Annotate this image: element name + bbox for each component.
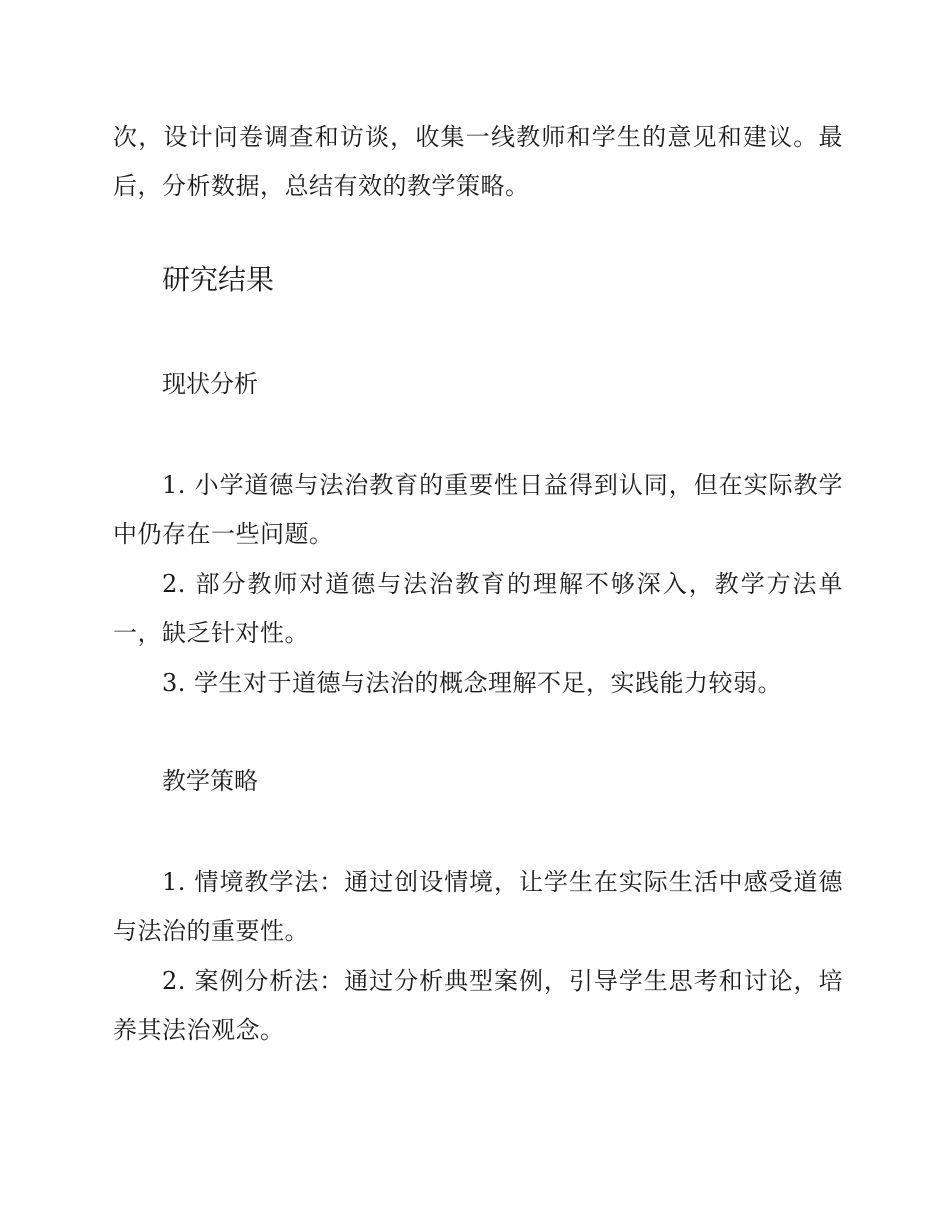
- teaching-strategy-item-1: 1. 情境教学法：通过创设情境，让学生在实际生活中感受道德与法治的重要性。: [113, 868, 843, 945]
- subsection-heading-status-analysis: 现状分析: [162, 370, 258, 398]
- status-analysis-item-1: 1. 小学道德与法治教育的重要性日益得到认同，但在实际教学中仍存在一些问题。: [113, 471, 843, 548]
- section-heading-results: 研究结果: [162, 263, 275, 296]
- intro-paragraph: 次，设计问卷调查和访谈，收集一线教师和学生的意见和建议。最后，分析数据，总结有效的教学策略。: [113, 123, 843, 200]
- status-analysis-item-3: 3. 学生对于道德与法治的概念理解不足，实践能力较弱。: [162, 669, 783, 697]
- teaching-strategy-item-2: 2. 案例分析法：通过分析典型案例，引导学生思考和讨论，培养其法治观念。: [113, 967, 843, 1044]
- status-analysis-item-2: 2. 部分教师对道德与法治教育的理解不够深入，教学方法单一，缺乏针对性。: [113, 570, 843, 647]
- subsection-heading-teaching-strategies: 教学策略: [162, 767, 258, 795]
